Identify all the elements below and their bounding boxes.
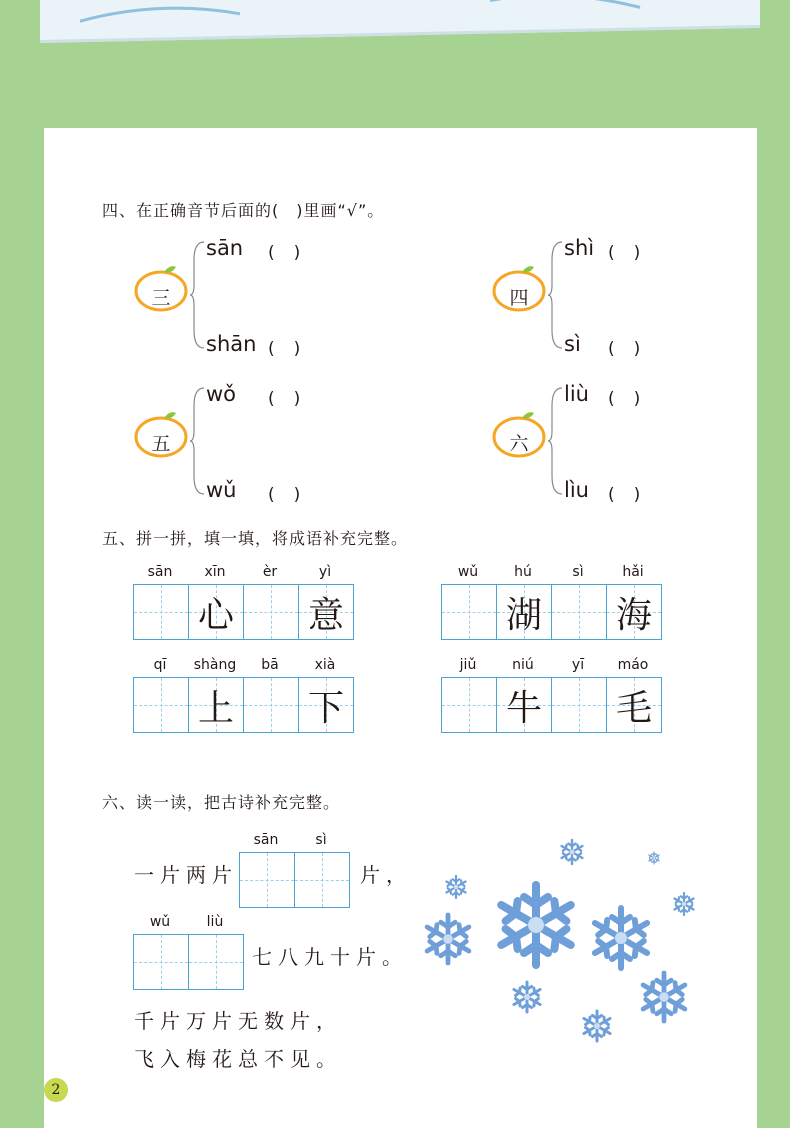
writing-cell[interactable] [133,677,189,733]
answer-parens[interactable]: ( ) [268,389,302,409]
writing-cell[interactable] [133,934,189,990]
writing-cell[interactable] [239,852,295,908]
brace-icon [548,240,564,350]
pinyin-option: sì [564,332,581,356]
poem-grid [239,852,350,908]
writing-cell: 海 [606,584,662,640]
pinyin-option: wǔ [206,478,237,502]
pinyin-syllable: èr [262,564,278,580]
writing-cell: 上 [188,677,244,733]
pinyin-option: sān [206,236,244,260]
writing-cell[interactable] [551,677,607,733]
writing-cell: 牛 [496,677,552,733]
idiom-pinyin-row [441,564,661,580]
writing-cell[interactable] [243,584,299,640]
writing-cell: 心 [188,584,244,640]
writing-cell[interactable] [441,677,497,733]
idiom-pinyin-row [133,564,353,580]
badge-char: 四 [509,287,529,309]
idiom-grid [133,677,354,733]
pinyin-syllable: jiǔ [459,657,477,673]
pinyin-syllable: wǔ [457,564,479,580]
pinyin-syllable: qī [153,657,167,673]
poem-line2-suffix: 七八九十片。 [252,945,408,969]
badge-char: 五 [151,433,171,455]
snowflake-icon [584,1011,610,1041]
snowflake-icon [514,982,540,1012]
poem-line4: 飞入梅花总不见。 [134,1047,342,1071]
poem-pinyin-row [133,914,243,930]
idiom-pinyin-row [133,657,353,673]
pinyin-syllable: xià [314,657,336,673]
pinyin-syllable: sān [147,564,173,580]
answer-parens[interactable]: ( ) [268,339,302,359]
snowflake-icon [674,893,693,915]
snowflake-icon [501,885,571,965]
idiom-grid [133,584,354,640]
writing-cell: 下 [298,677,354,733]
answer-parens[interactable]: ( ) [268,485,302,505]
char-badge-liu [492,414,546,458]
snowflake-icon [643,973,685,1021]
page-number: 2 [44,1078,68,1102]
answer-parens[interactable]: ( ) [608,389,642,409]
snowflake-icon [427,915,469,963]
pinyin-option: wǒ [206,382,237,406]
idiom-pinyin-row [441,657,661,673]
snowflakes-illustration [414,828,734,1058]
worksheet-page [44,128,757,1128]
writing-cell: 湖 [496,584,552,640]
poem-grid [133,934,244,990]
char-badge-si [492,268,546,312]
pinyin-option: shān [206,332,257,356]
writing-cell[interactable] [551,584,607,640]
snowflake-icon [562,840,583,864]
section6-title: 六、读一读，把古诗补充完整。 [102,793,341,812]
pinyin-syllable: bā [261,657,279,673]
writing-cell[interactable] [294,852,350,908]
idiom-grid [441,677,662,733]
char-badge-wu [134,414,188,458]
pinyin-syllable: hú [514,564,532,580]
pinyin-syllable: yì [318,564,332,580]
answer-parens[interactable]: ( ) [608,339,642,359]
pinyin-syllable: sì [572,564,584,580]
section4-title: 四、在正确音节后面的( )里画“√”。 [102,201,385,220]
writing-cell: 意 [298,584,354,640]
section5-title: 五、拼一拼，填一填，将成语补充完整。 [102,529,409,548]
answer-parens[interactable]: ( ) [608,243,642,263]
badge-char: 三 [151,287,171,309]
pinyin-syllable: sì [315,832,327,848]
char-badge-san [134,268,188,312]
pinyin-syllable: yī [571,657,585,673]
pinyin-syllable: xīn [204,564,226,580]
answer-parens[interactable]: ( ) [608,485,642,505]
writing-cell[interactable] [133,584,189,640]
writing-cell[interactable] [243,677,299,733]
pinyin-syllable: sān [253,832,279,848]
pinyin-syllable: hǎi [622,564,644,580]
pinyin-syllable: niú [512,657,534,673]
writing-cell[interactable] [188,934,244,990]
writing-cell[interactable] [441,584,497,640]
idiom-grid [441,584,662,640]
snowflake-icon [595,908,647,968]
pinyin-syllable: liù [206,914,224,930]
pinyin-option: liù [564,382,589,406]
brace-icon [548,386,564,496]
wave-decoration [40,0,760,40]
snowflake-icon [446,876,465,898]
badge-char: 六 [509,433,529,455]
brace-icon [190,386,206,496]
poem-line1-suffix: 片， [360,863,412,887]
pinyin-option: lìu [564,478,589,502]
pinyin-syllable: wǔ [149,914,171,930]
pinyin-option: shì [564,236,595,260]
book-top-illustration [40,0,760,43]
snowflake-icon [649,852,659,864]
writing-cell: 毛 [606,677,662,733]
poem-line3: 千片万片无数片， [134,1009,342,1033]
poem-line1-prefix: 一片两片 [134,863,238,887]
poem-pinyin-row [239,832,349,848]
pinyin-syllable: máo [617,657,649,673]
answer-parens[interactable]: ( ) [268,243,302,263]
brace-icon [190,240,206,350]
pinyin-syllable: shàng [193,657,237,673]
